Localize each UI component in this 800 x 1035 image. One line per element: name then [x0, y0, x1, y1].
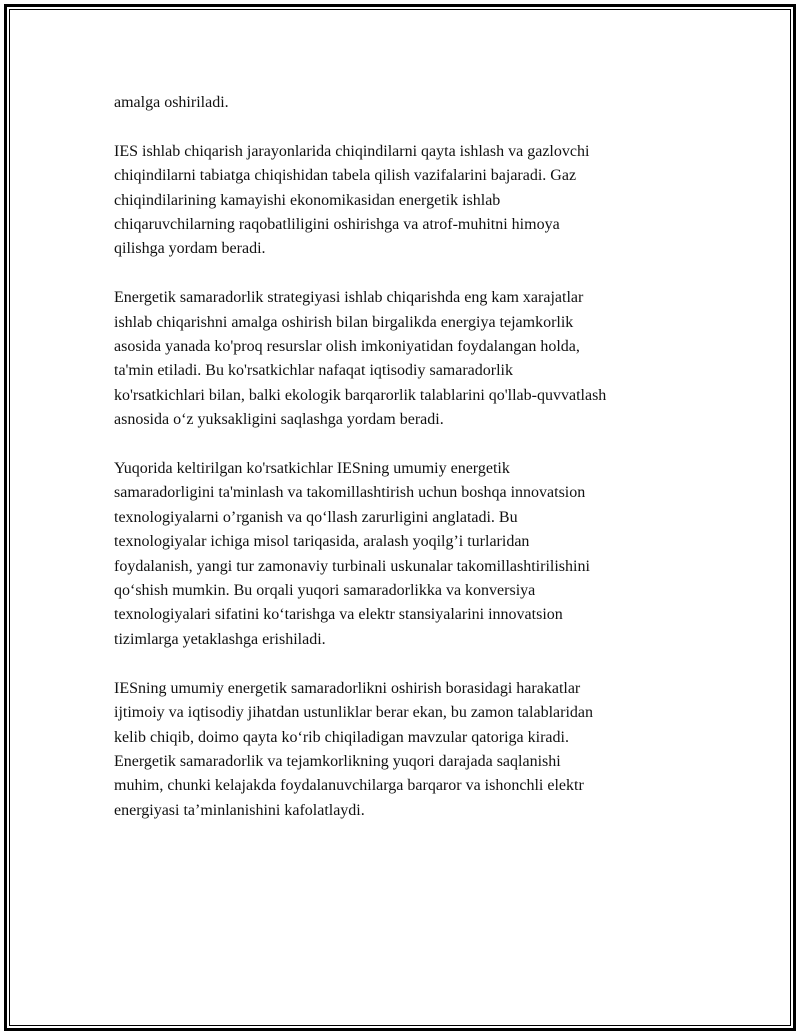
paragraph-waste-processing: IES ishlab chiqarish jarayonlarida chiqindilarni qayta ishlash va gazlovchi chiqindilarni tabiatga chiqishidan tabela qilish vazifalarini bajaradi. Gaz chiqindilarining kamayishi ekonomikasidan energetik ishlab chiqaruvchilarning raqobatliligini oshirishga va atrof-muhitni himoya qilishga yordam beradi. — [114, 142, 590, 258]
paragraph-efficiency-strategy: Energetik samaradorlik strategiyasi ishlab chiqarishda eng kam xarajatlar ishlab chiqarishni amalga oshirish bilan birgalikda energiya tejamkorlik asosida yanada ko'proq resurslar olish imkoniyatidan foydalangan holda, ta'min etiladi. Bu ko'rsatkichlar nafaqat iqtisodiy samaradorlik ko'rsatkichlari bilan, balki ekologik barqarorlik talablarini qo'llab-quvvatlash asnosida o‘z yuksakligini saqlashga yordam beradi. — [114, 289, 607, 429]
paragraph-continuation: amalga oshiriladi. — [114, 94, 229, 111]
paragraph-conclusion: IESning umumiy energetik samaradorlikni oshirish borasidagi harakatlar ijtimoiy va iqtisodiy jihatdan ustunliklar berar ekan, bu zamon talablaridan kelib chiqib, doimo qayta ko‘rib chiqiladigan mavzular qatoriga kiradi. Energetik samaradorlik va tejamkorlikning yuqori darajada saqlanishi muhim, chunki kelajakda foydalanuvchilarga barqaror va ishonchli elektr energiyasi ta’minlanishini kafolatlaydi. — [114, 679, 593, 819]
paragraph-innovative-technologies: Yuqorida keltirilgan ko'rsatkichlar IESning umumiy energetik samaradorligini ta'minlash va takomillashtirish uchun boshqa innovatsion texnologiyalarni o’rganish va qo‘llash zarurligini anglatadi. Bu texnologiyalar ichiga misol tariqasida, aralash yoqilg’i turlaridan foydalanish, yangi tur zamonaviy turbinali uskunalar takomillashtirilishini qo‘shish mumkin. Bu orqali yuqori samaradorlikka va konversiya texnologiyalari sifatini ko‘tarishga va elektr stansiyalarini innovatsion tizimlarga yetaklashga erishiladi. — [114, 460, 590, 648]
document-body — [114, 91, 694, 848]
